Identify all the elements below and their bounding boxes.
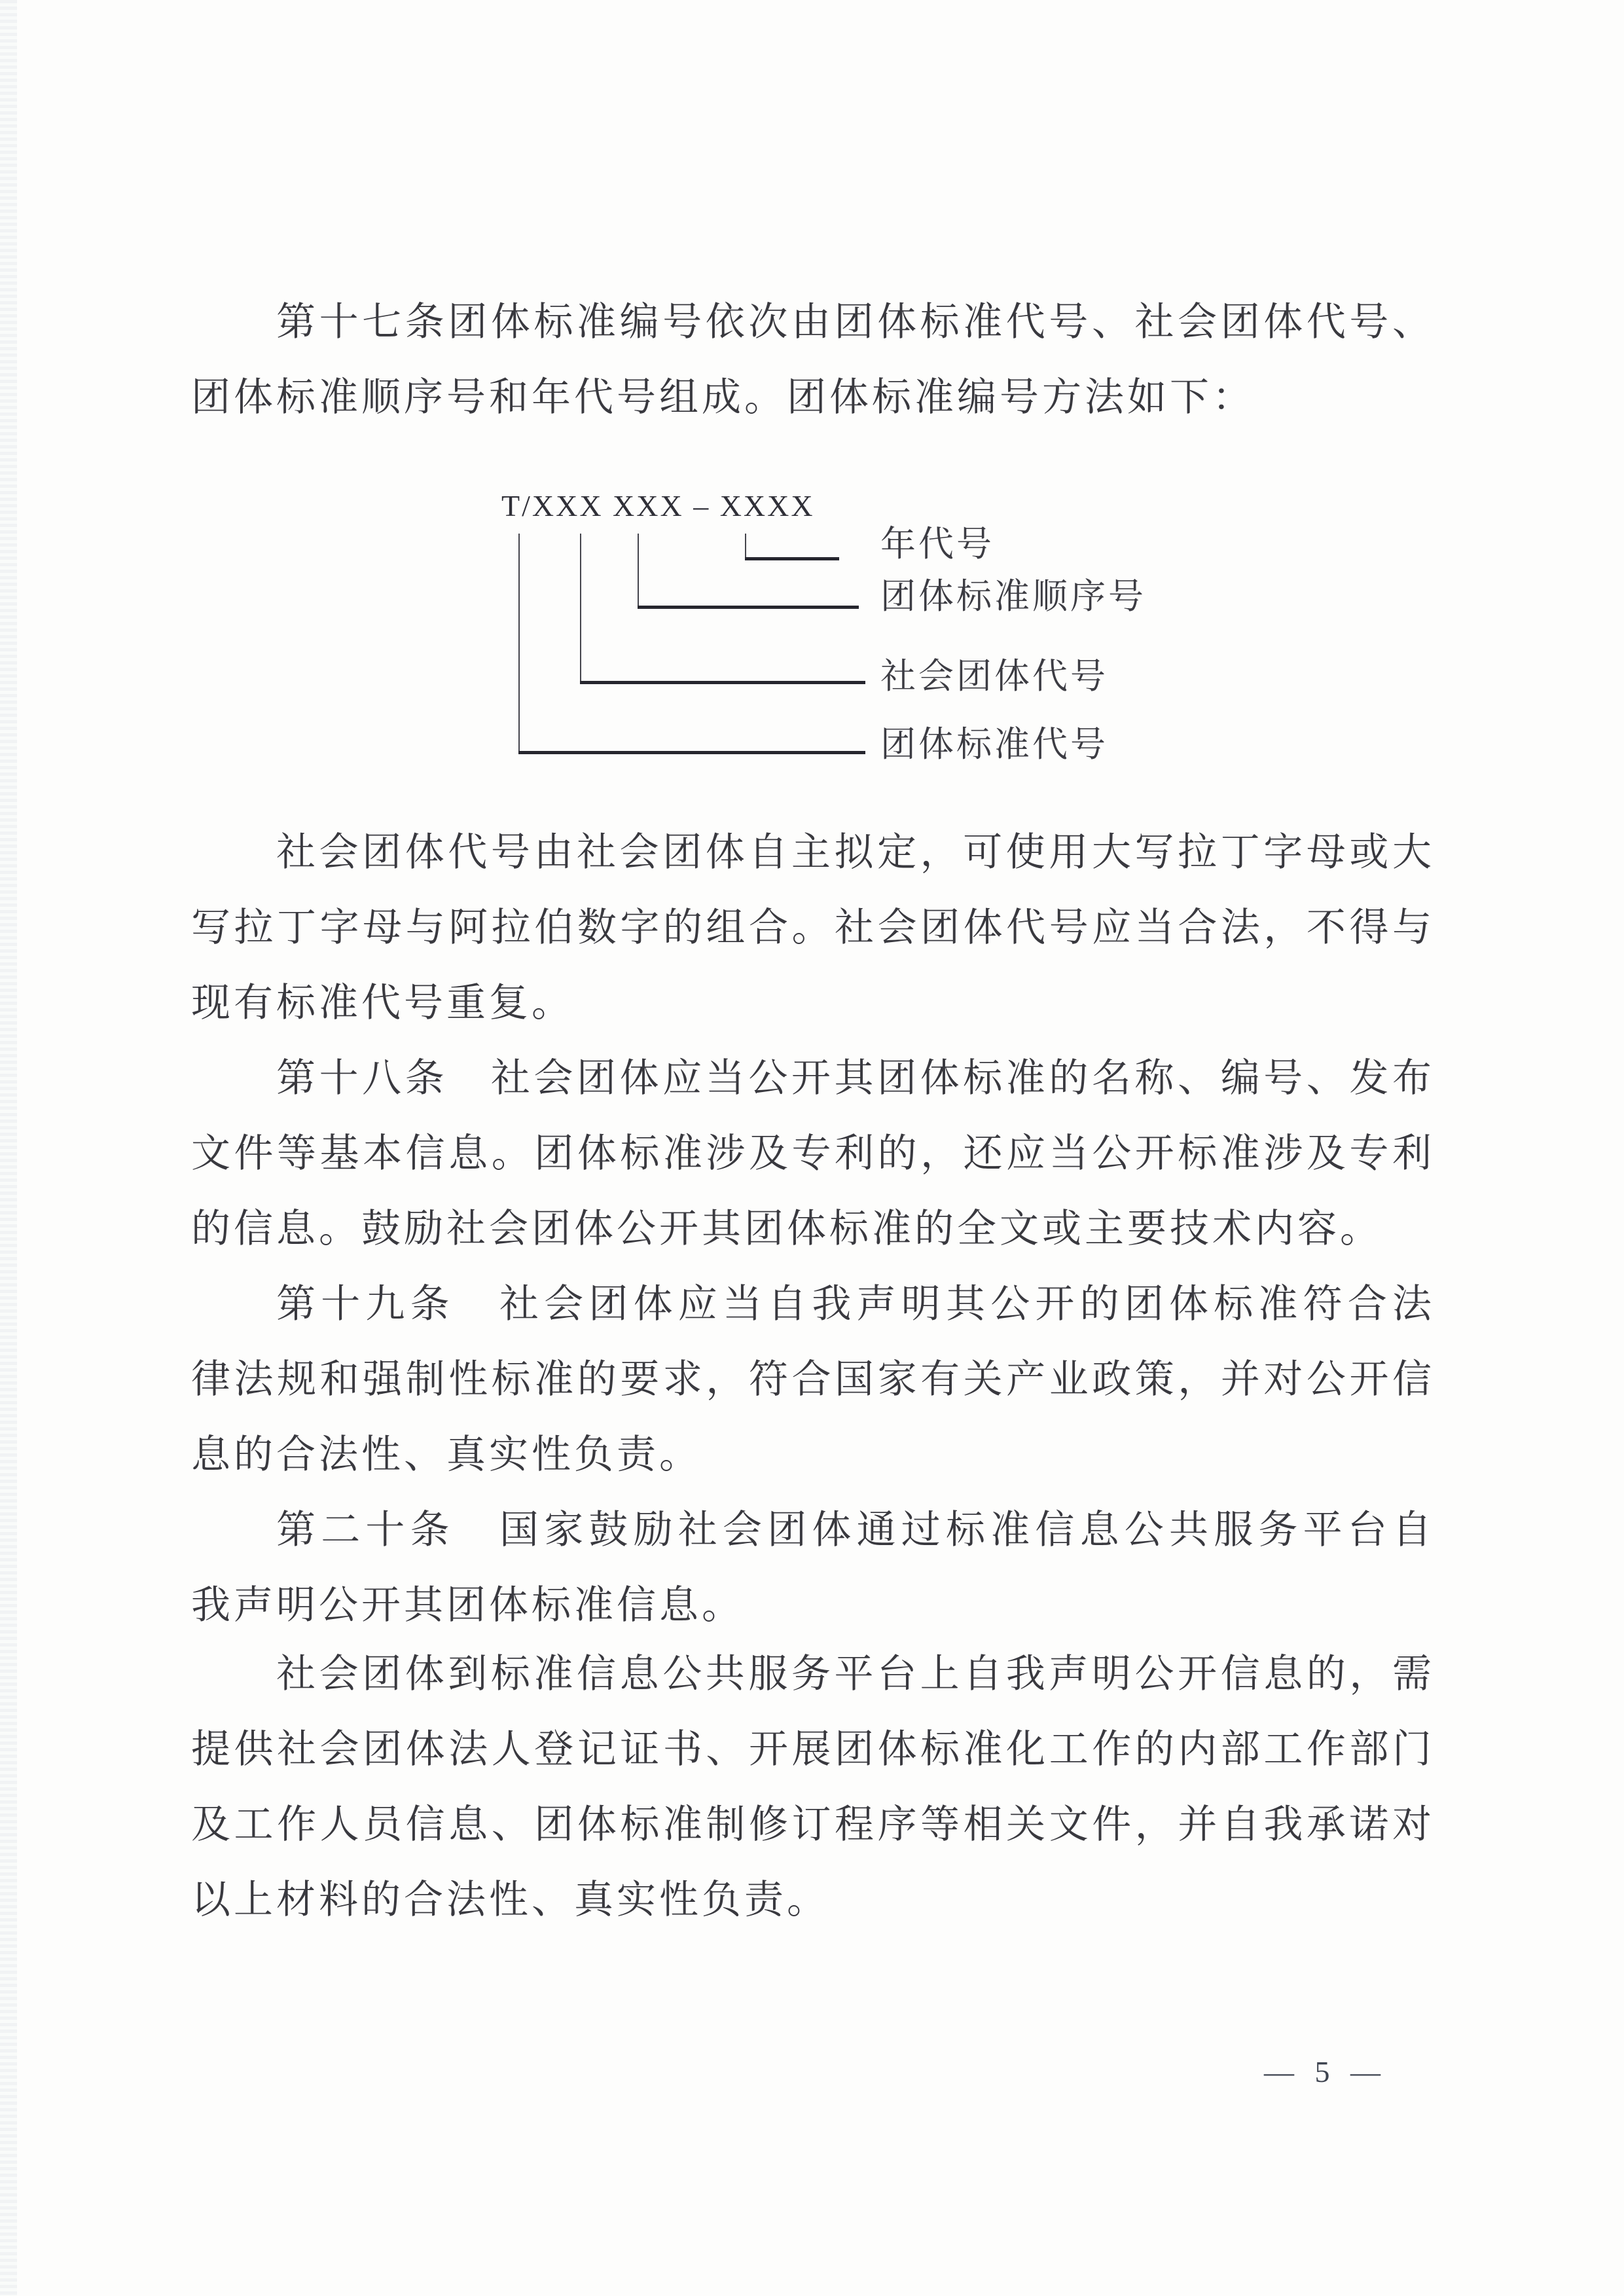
- text-line: 第十九条 社会团体应当自我声明其公开的团体标准符合法: [276, 1283, 1435, 1326]
- paragraph-platform-declaration: [191, 1637, 1435, 1938]
- paragraph-org-code-rule: [191, 815, 1435, 1041]
- text-line: 的信息。鼓励社会团体公开其团体标准的全文或主要技术内容。: [191, 1207, 1382, 1250]
- text-line: 第十七条团体标准编号依次由团体标准代号、社会团体代号、: [276, 301, 1435, 344]
- paragraph-article-17: [191, 285, 1435, 435]
- text-line: 及工作人员信息、团体标准制修订程序等相关文件，并自我承诺对: [191, 1803, 1435, 1846]
- leader-vline-standard-code: [518, 534, 520, 753]
- text-line: 文件等基本信息。团体标准涉及专利的，还应当公开标准涉及专利: [191, 1132, 1435, 1175]
- text-line: 社会团体代号由社会团体自主拟定，可使用大写拉丁字母或大: [276, 831, 1435, 874]
- diagram-label-standard-code: 团体标准代号: [880, 725, 1108, 764]
- text-line: 律法规和强制性标准的要求，符合国家有关产业政策，并对公开信: [191, 1358, 1435, 1401]
- leader-vline-sequence: [638, 534, 639, 608]
- page-number: — 5 —: [1264, 2055, 1387, 2088]
- text-line: 我声明公开其团体标准信息。: [191, 1584, 744, 1627]
- leader-hline-year: [745, 557, 839, 560]
- text-line: 第二十条 国家鼓励社会团体通过标准信息公共服务平台自: [276, 1508, 1435, 1552]
- leader-hline-org-code: [580, 681, 865, 684]
- paragraph-article-18: [191, 1041, 1435, 1267]
- diagram-label-org-code: 社会团体代号: [880, 657, 1108, 696]
- diagram-label-year: 年代号: [880, 524, 994, 564]
- text-line: 写拉丁字母与阿拉伯数字的组合。社会团体代号应当合法，不得与: [191, 906, 1435, 949]
- leader-hline-sequence: [638, 606, 859, 609]
- paragraph-article-20: [191, 1493, 1435, 1643]
- standard-code-notation: T/XXX XXX – XXXX: [501, 489, 815, 522]
- text-line: 社会团体到标准信息公共服务平台上自我声明公开信息的，需: [276, 1652, 1435, 1696]
- leader-vline-year: [745, 534, 746, 560]
- paragraph-article-19: [191, 1267, 1435, 1493]
- text-line: 以上材料的合法性、真实性负责。: [191, 1878, 829, 1922]
- leader-hline-standard-code: [518, 751, 865, 754]
- leader-vline-org-code: [580, 534, 581, 683]
- diagram-label-sequence: 团体标准顺序号: [880, 577, 1146, 616]
- text-line: 团体标准顺序号和年代号组成。团体标准编号方法如下：: [191, 376, 1255, 419]
- text-line: 现有标准代号重复。: [191, 981, 574, 1025]
- text-line: 息的合法性、真实性负责。: [191, 1433, 702, 1476]
- text-line: 第十八条 社会团体应当公开其团体标准的名称、编号、发布: [276, 1057, 1435, 1100]
- text-line: 提供社会团体法人登记证书、开展团体标准化工作的内部工作部门: [191, 1728, 1435, 1771]
